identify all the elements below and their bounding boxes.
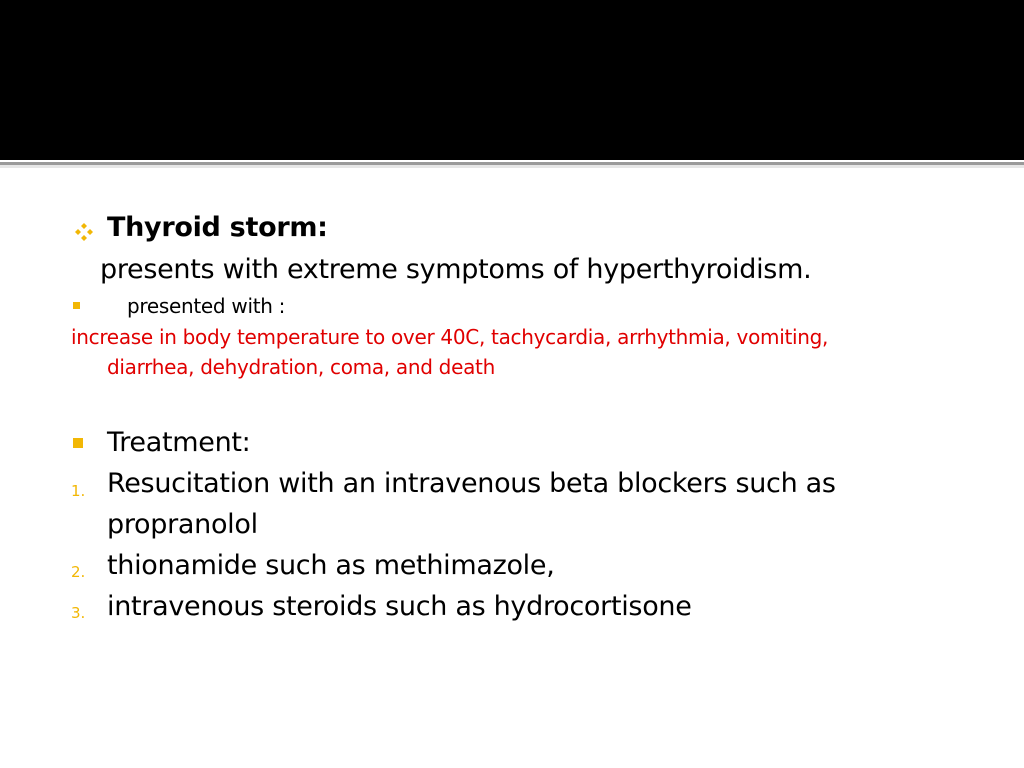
- symptoms-line-2: diarrhea, dehydration, coma, and death: [107, 355, 495, 379]
- list-number: 1.: [71, 482, 86, 500]
- treatment-item-3: intravenous steroids such as hydrocortisone: [107, 591, 692, 622]
- slide-heading: Thyroid storm:: [107, 212, 328, 243]
- list-number: 2.: [71, 563, 86, 581]
- treatment-item-2: thionamide such as methimazole,: [107, 550, 555, 581]
- four-diamond-bullet-icon: [74, 222, 94, 242]
- treatment-item-1-line-1: Resucitation with an intravenous beta blockers such as: [107, 468, 836, 499]
- square-bullet-icon: [73, 302, 80, 309]
- presented-with-label: presented with :: [127, 294, 286, 318]
- title-divider: [0, 160, 1024, 168]
- title-band: [0, 0, 1024, 160]
- symptoms-line-1: increase in body temperature to over 40C, tachycardia, arrhythmia, vomiting,: [71, 325, 829, 349]
- heading-description: presents with extreme symptoms of hyperthyroidism.: [100, 254, 812, 285]
- square-bullet-icon: [73, 438, 83, 448]
- treatment-label: Treatment:: [107, 427, 251, 458]
- treatment-item-1-line-2: propranolol: [107, 509, 258, 540]
- list-number: 3.: [71, 604, 86, 622]
